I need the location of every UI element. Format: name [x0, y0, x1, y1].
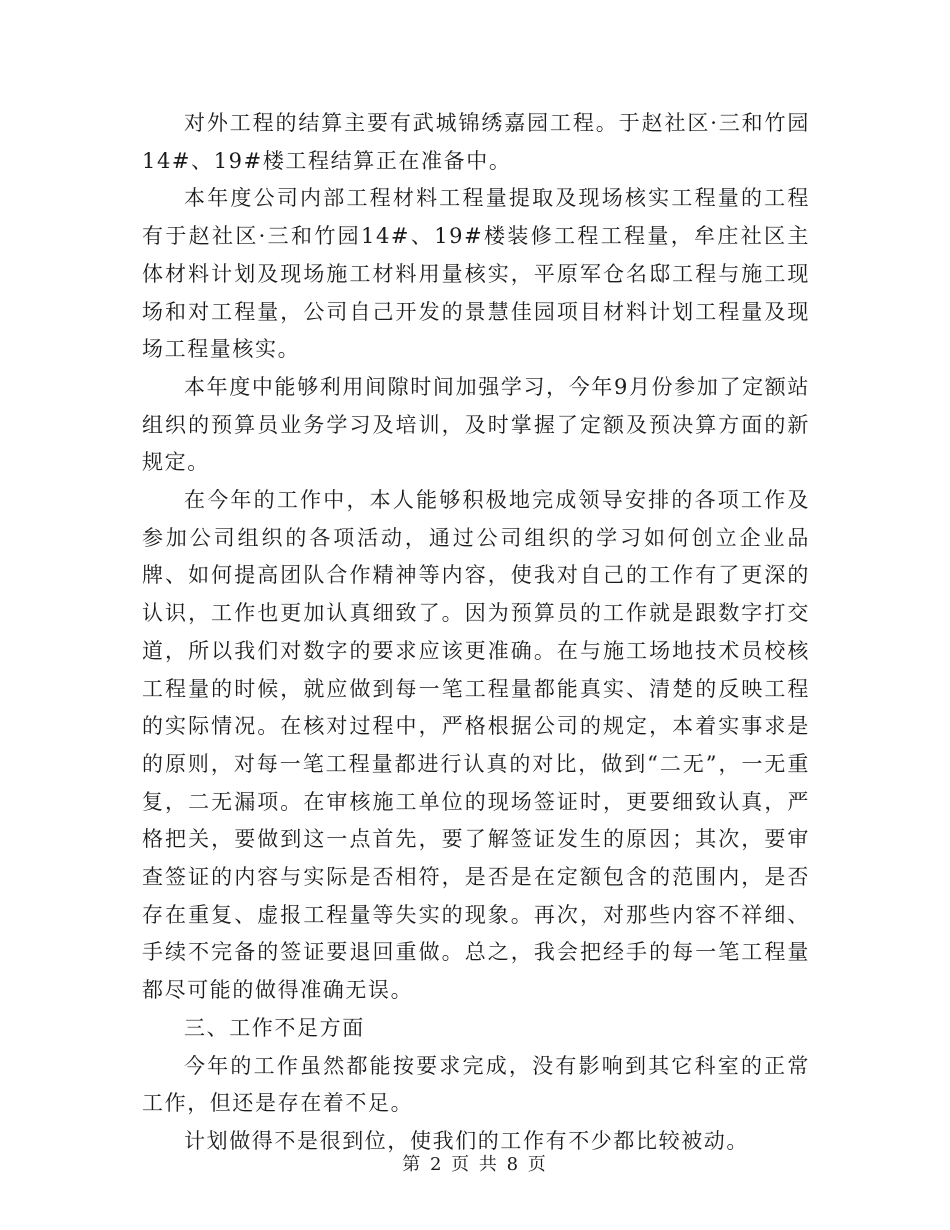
page-number-footer: 第 2 页 共 8 页 [402, 1154, 548, 1175]
section-heading-shortcomings: 三、工作不足方面 [184, 1015, 365, 1040]
paragraph-study-training: 本年度中能够利用间隙时间加强学习，今年9月份参加了定额站组织的预算员业务学习及培训，及时掌握了定额及预决算方面的新规定。 [142, 374, 810, 475]
paragraph-planning: 计划做得不是很到位，使我们的工作有不少都比较被动。 [184, 1128, 749, 1153]
paragraph-internal-quantities: 本年度公司内部工程材料工程量提取及现场核实工程量的工程有于赵社区·三和竹园14#、19#楼装修工程工程量，牟庄社区主体材料计划及现场施工材料用量核实，平原军仓名邸工程与施工现场和对工程量，公司自己开发的景慧佳园项目材料计划工程量及现场工程量核实。 [142, 186, 810, 362]
document-body [142, 105, 810, 1161]
paragraph-shortcomings: 今年的工作虽然都能按要求完成，没有影响到其它科室的正常工作，但还是存在着不足。 [142, 1053, 810, 1116]
paragraph-work-attitude: 在今年的工作中，本人能够积极地完成领导安排的各项工作及参加公司组织的各项活动，通过公司组织的学习如何创立企业品牌、如何提高团队合作精神等内容，使我对自己的工作有了更深的认识，工作也更加认真细致了。因为预算员的工作就是跟数字打交道，所以我们对数字的要求应该更准确。在与施工场地技术员校核工程量的时候，就应做到每一笔工程量都能真实、清楚的反映工程的实际情况。在核对过程中，严格根据公司的规定，本着实事求是的原则，对每一笔工程量都进行认真的对比，做到“二无”，一无重复，二无漏项。在审核施工单位的现场签证时，更要细致认真，严格把关，要做到这一点首先，要了解签证发生的原因；其次，要审查签证的内容与实际是否相符，是否是在定额包含的范围内，是否存在重复、虚报工程量等失实的现象。再次，对那些内容不祥细、手续不完备的签证要退回重做。总之，我会把经手的每一笔工程量都尽可能的做得准确无误。 [142, 488, 810, 1003]
paragraph-settlement: 对外工程的结算主要有武城锦绣嘉园工程。于赵社区·三和竹园14#、19#楼工程结算正在准备中。 [142, 111, 810, 173]
